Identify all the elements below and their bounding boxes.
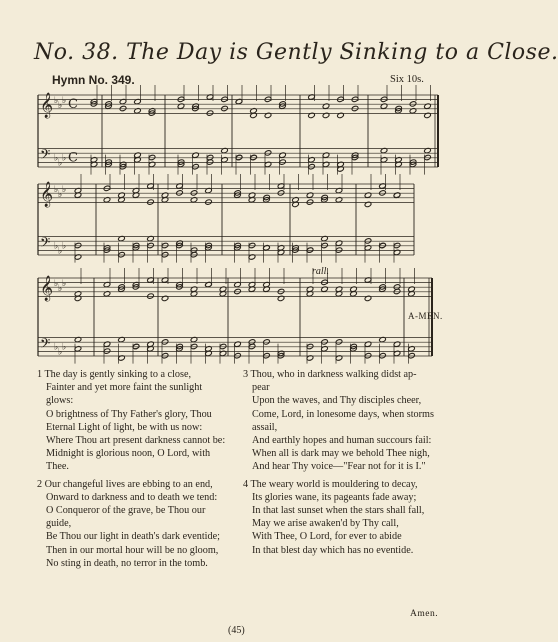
flat-icon: ♭ — [62, 184, 67, 194]
verse-line: No sting in death, no terror in the tomb. — [46, 557, 208, 569]
verse-line: Midnight is glorious noon, O Lord, with — [46, 448, 211, 460]
flat-icon: ♭ — [54, 152, 59, 163]
flat-icon: ♭ — [62, 152, 67, 163]
verse-line: assail, — [252, 421, 278, 433]
verse-line: Then in our mortal hour will be no gloom, — [46, 544, 219, 556]
flat-icon: ♭ — [54, 95, 59, 105]
page-number: (45) — [228, 625, 245, 636]
verse-line: glows: — [46, 395, 74, 407]
flat-icon: ♭ — [58, 245, 63, 256]
common-time-icon: C — [68, 150, 78, 166]
hymn-title: No. 38. The Day is Gently Sinking to a Close. — [34, 40, 558, 65]
flat-icon: ♭ — [58, 100, 63, 110]
flat-icon: ♭ — [54, 341, 59, 352]
verse-line: pear — [252, 382, 270, 394]
stanza — [37, 478, 237, 570]
verse-line: Eternal Light of light, be with us now: — [46, 421, 203, 433]
verses-right-column — [243, 368, 443, 561]
flat-icon: ♭ — [54, 278, 59, 288]
verse-line: Come, Lord, in lonesome days, when storms — [252, 408, 434, 420]
treble-clef-icon: 𝄞 — [40, 182, 54, 207]
stanza — [243, 478, 443, 557]
stanza — [37, 368, 237, 474]
flat-icon: ♭ — [54, 184, 59, 194]
verse-line: Where Thou art present darkness cannot be: — [46, 435, 226, 447]
flat-icon: ♭ — [62, 95, 67, 105]
meter-label: Six 10s. — [390, 74, 424, 85]
stanza — [243, 368, 443, 474]
verse-line: O brightness of Thy Father's glory, Thou — [46, 408, 212, 420]
flat-icon: ♭ — [62, 341, 67, 352]
amen-label: Amen. — [410, 609, 439, 619]
bass-clef-icon: 𝄢 — [40, 234, 51, 254]
flat-icon: ♭ — [58, 189, 63, 199]
common-time-icon: C — [68, 97, 78, 112]
flat-icon: ♭ — [54, 240, 59, 251]
tempo-marking: rall. — [312, 266, 329, 277]
verse-line: In that blest day which has no eventide. — [252, 544, 414, 556]
verse-line: And hear Thy voice—"Fear not for it is I." — [252, 461, 426, 473]
treble-clef-icon: 𝄞 — [40, 276, 54, 301]
verse-line: May we arise awaken'd by Thy call, — [252, 518, 399, 530]
verse-line: With Thee, O Lord, for ever to abide — [252, 531, 402, 543]
verse-line: Onward to darkness and to death we tend: — [46, 491, 218, 503]
verse-line: When all is dark may we behold Thee nigh, — [252, 448, 430, 460]
flat-icon: ♭ — [62, 278, 67, 288]
amen-music-label: A-MEN. — [408, 311, 443, 321]
bass-clef-icon: 𝄢 — [40, 146, 51, 166]
flat-icon: ♭ — [62, 240, 67, 251]
verse-line: Be Thou our light in death's dark eventide; — [46, 531, 220, 543]
verse-line: 1 The day is gently sinking to a close, — [37, 369, 192, 380]
verse-line: In that last sunset when the stars shall fall, — [252, 505, 425, 517]
verse-line: 3 Thou, who in darkness walking didst ap- — [243, 369, 417, 380]
bass-clef-icon: 𝄢 — [40, 335, 51, 355]
verse-line: And earthly hopes and human succours fail: — [252, 435, 432, 447]
verse-line: Fainter and yet more faint the sunlight — [46, 382, 203, 394]
flat-icon: ♭ — [58, 283, 63, 293]
hymn-number: Hymn No. 349. — [52, 73, 135, 87]
treble-clef-icon: 𝄞 — [40, 93, 54, 118]
flat-icon: ♭ — [58, 346, 63, 357]
verses-left-column — [37, 368, 237, 574]
flat-icon: ♭ — [58, 157, 63, 168]
verse-line: 2 Our changeful lives are ebbing to an end, — [37, 478, 213, 490]
verse-line: O Conqueror of the grave, be Thou our — [46, 505, 206, 517]
verse-line: 4 The weary world is mouldering to decay, — [243, 478, 418, 490]
verse-line: Its glories wane, its pageants fade away; — [252, 491, 417, 503]
verse-line: guide, — [46, 518, 72, 530]
verse-line: Thee. — [46, 461, 69, 473]
verse-line: Upon the waves, and Thy disciples cheer, — [252, 395, 422, 407]
